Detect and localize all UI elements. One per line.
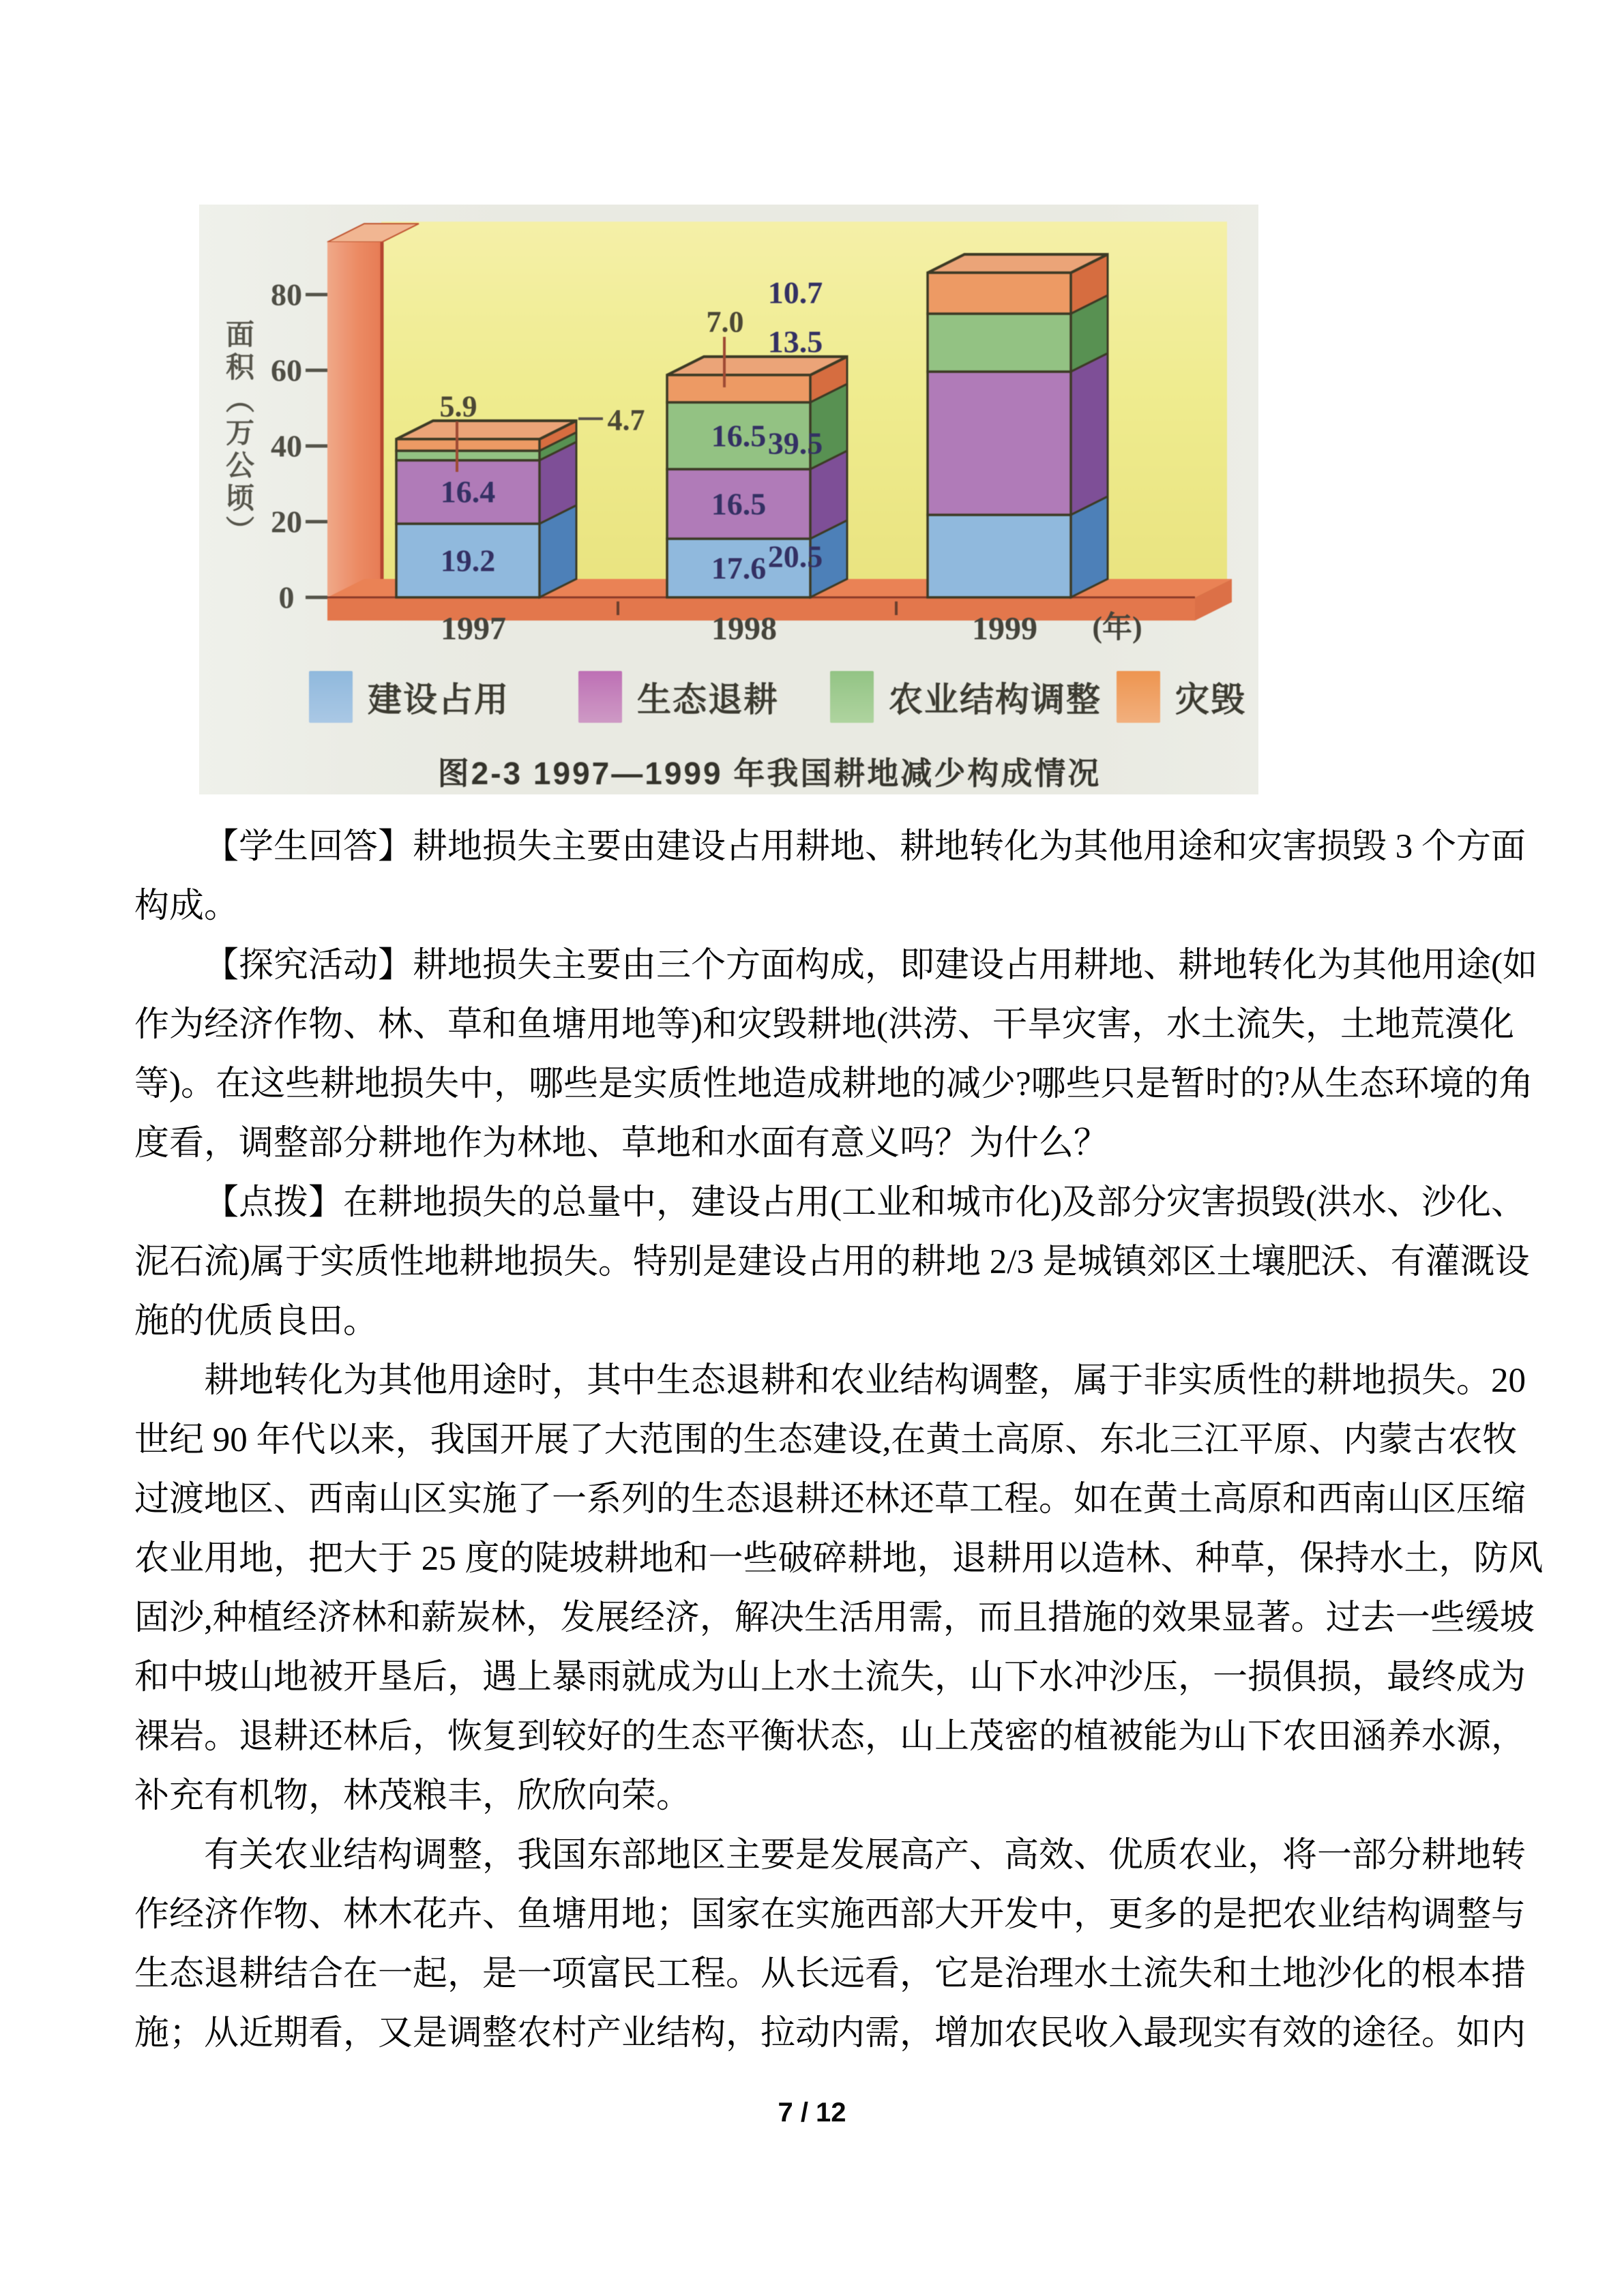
- legend-item-农业结构调整: [830, 668, 1102, 726]
- bar-front-农业结构调整: [396, 451, 540, 460]
- chart-photo-inner: [199, 205, 1258, 794]
- y-axis-title: 面积（万公顷）: [222, 319, 253, 548]
- bar-front-灾毁: [928, 273, 1071, 314]
- legend-label: 农业结构调整: [889, 681, 1102, 719]
- body-line-11: 世纪 90 年代以来，我国开展了大范围的生态建设,在黄土高原、东北三江平原、内蒙古农牧: [134, 1421, 1518, 1459]
- body-line-15: 和中坡山地被开垦后，遇上暴雨就成为山上水土流失，山下水冲沙压，一损俱损，最终成为: [134, 1658, 1526, 1697]
- legend-label: 灾毁: [1175, 681, 1246, 719]
- bar-value-label: 13.5: [767, 324, 823, 359]
- scanned-chart-photo: [199, 205, 1258, 794]
- y-tick-label: 80: [271, 277, 302, 312]
- bar-value-label: 20.5: [767, 539, 823, 574]
- callout-5-9: 5.9: [439, 389, 477, 423]
- wall-front-face: [327, 242, 382, 597]
- body-line-6: 度看，调整部分耕地作为林地、草地和水面有意义吗？为什么？: [134, 1124, 1109, 1163]
- body-line-2: 构成。: [134, 887, 239, 925]
- bar-side-生态退耕: [1071, 353, 1108, 515]
- callout-7-0: 7.0: [706, 305, 744, 339]
- legend-item-生态退耕: [578, 668, 779, 726]
- body-text: [134, 818, 1544, 2063]
- body-line-21: 施；从近期看，又是调整农村产业结构，拉动内需，增加农民收入最现实有效的途径。如内: [134, 2014, 1526, 2053]
- legend-item-建设占用: [309, 668, 510, 726]
- bar-front-建设占用: [928, 515, 1071, 597]
- y-tick-label: 60: [271, 353, 302, 388]
- bar-value-label: 16.5: [711, 486, 767, 522]
- body-line-18: 有关农业结构调整，我国东部地区主要是发展高产、高效、优质农业，将一部分耕地转: [204, 1836, 1526, 1875]
- bar-front-生态退耕: [928, 372, 1071, 515]
- y-tick-label: 40: [271, 428, 302, 464]
- legend-item-灾毁: [1117, 668, 1246, 726]
- legend-swatch-icon: [1117, 671, 1160, 723]
- bar-front-灾毁: [396, 439, 540, 451]
- body-line-19: 作经济作物、林木花卉、鱼塘用地；国家在实施西部大开发中，更多的是把农业结构调整与: [134, 1896, 1526, 1934]
- bar-front-农业结构调整: [928, 314, 1071, 372]
- y-tick-label: 20: [271, 504, 302, 539]
- body-line-1: 【学生回答】耕地损失主要由建设占用耕地、耕地转化为其他用途和灾害损毁 3 个方面: [204, 828, 1526, 866]
- legend-label: 建设占用: [368, 681, 510, 719]
- bar-front-灾毁: [667, 375, 810, 402]
- body-line-8: 泥石流)属于实质性地耕地损失。特别是建设占用的耕地 2/3 是城镇郊区土壤肥沃、有灌溉设: [134, 1243, 1530, 1281]
- legend-swatch-icon: [830, 671, 874, 723]
- page-number: 7 / 12: [778, 2098, 846, 2128]
- body-line-4: 作为经济作物、林、草和鱼塘用地等)和灾毁耕地(洪涝、干旱灾害，水土流失，土地荒漠化: [134, 1006, 1514, 1044]
- x-category-label: 1998: [711, 610, 777, 647]
- legend-swatch-icon: [578, 671, 622, 723]
- body-line-14: 固沙,种植经济林和薪炭林，发展经济，解决生活用需，而且措施的效果显著。过去一些缓坡: [134, 1599, 1535, 1637]
- chart-legend: [199, 668, 1258, 726]
- x-category-label: 1997: [441, 610, 506, 647]
- legend-label: 生态退耕: [637, 681, 779, 719]
- body-line-9: 施的优质良田。: [134, 1302, 379, 1341]
- body-line-3: 【探究活动】耕地损失主要由三个方面构成，即建设占用耕地、耕地转化为其他用途(如: [204, 946, 1537, 985]
- body-line-5: 等)。在这些耕地损失中，哪些是实质性地造成耕地的减少?哪些只是暂时的?从生态环境的角: [134, 1065, 1534, 1103]
- body-line-13: 农业用地，把大于 25 度的陡坡耕地和一些破碎耕地，退耕用以造林、种草，保持水土，防风: [134, 1540, 1544, 1578]
- body-line-12: 过渡地区、西南山区实施了一系列的生态退耕还林还草工程。如在黄土高原和西南山区压缩: [134, 1480, 1526, 1519]
- callout-4-7: 4.7: [607, 403, 645, 437]
- bar-value-label: 17.6: [711, 550, 767, 586]
- legend-swatch-icon: [309, 671, 353, 723]
- body-line-7: 【点拨】在耕地损失的总量中，建设占用(工业和城市化)及部分灾害损毁(洪水、沙化、: [204, 1184, 1526, 1222]
- bar-value-label: 39.5: [767, 426, 823, 461]
- y-tick-label: 0: [278, 580, 295, 615]
- body-line-16: 裸岩。退耕还林后，恢复到较好的生态平衡状态，山上茂密的植被能为山下农田涵养水源，: [134, 1718, 1526, 1756]
- body-line-20: 生态退耕结合在一起，是一项富民工程。从长远看，它是治理水土流失和土地沙化的根本措: [134, 1955, 1526, 1993]
- bar-value-label: 10.7: [767, 275, 823, 310]
- body-line-10: 耕地转化为其他用途时，其中生态退耕和农业结构调整，属于非实质性的耕地损失。20: [204, 1362, 1526, 1400]
- body-line-17: 补充有机物，林茂粮丰，欣欣向荣。: [134, 1777, 692, 1815]
- bar-value-label: 16.5: [711, 418, 767, 453]
- bar-value-label: 16.4: [440, 474, 496, 509]
- x-category-label: 1999: [972, 610, 1037, 647]
- x-axis-unit-label: (年): [1092, 610, 1142, 644]
- bar-value-label: 19.2: [440, 543, 496, 578]
- figure-caption: 图2-3 1997—1999 年我国耕地减少构成情况: [437, 756, 1102, 791]
